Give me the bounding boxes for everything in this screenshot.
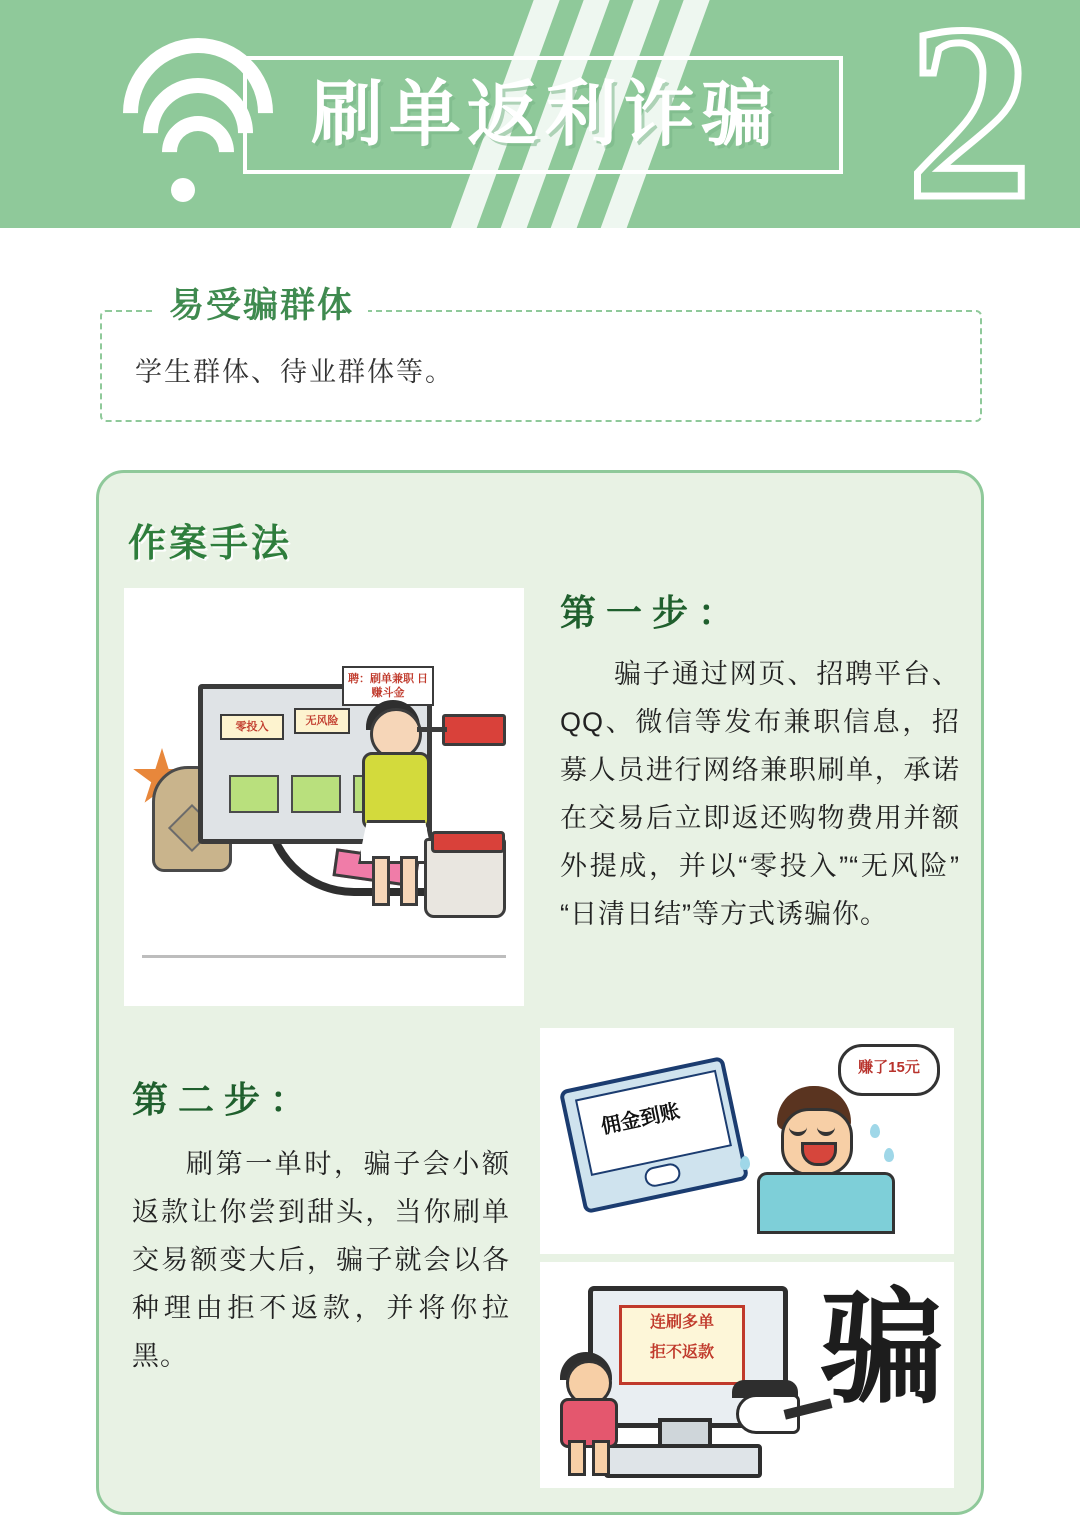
victim-figure (552, 1360, 622, 1472)
step-1-heading: 第一步： (560, 592, 745, 633)
board-cell (229, 775, 279, 813)
speech-bubble: 赚了15元 (838, 1044, 940, 1096)
header-badge-number: 2 (907, 0, 1032, 228)
poster-text: 聘：刷单兼职 日赚斗金 (342, 666, 434, 706)
sweat-drop (884, 1148, 894, 1162)
poster-painting-illustration (124, 588, 524, 1006)
step-2-heading: 第二步： (132, 1079, 317, 1120)
method-heading: 作案手法 (128, 523, 293, 565)
paint-roller-icon (442, 714, 506, 746)
scam-character: 骗 (819, 1281, 944, 1418)
phone-screen-text: 佣金到账 (599, 1100, 682, 1139)
page-header (0, 0, 1080, 228)
step-2-body: 刷第一单时，骗子会小额返款让你尝到甜头，当你刷单交易额变大后，骗子就会以各种理由拒不返款，并将你拉黑。 (132, 1149, 510, 1371)
victims-text: 学生群体、待业群体等。 (135, 357, 454, 387)
victims-heading: 易受骗群体 (155, 278, 368, 328)
happy-man-figure (755, 1086, 895, 1236)
sweat-drop (740, 1156, 750, 1170)
paint-bucket-icon (424, 838, 506, 918)
refuse-refund-illustration (540, 1262, 954, 1488)
phone-icon (559, 1056, 750, 1214)
board-label-no-risk: 无风险 (294, 708, 350, 734)
board-cell (291, 775, 341, 813)
monitor-text-line-2: 拒不返款 (649, 1344, 714, 1361)
wifi-icon (108, 52, 258, 202)
board-label-zero-invest: 零投入 (220, 714, 284, 740)
monitor-text-line-1: 连刷多单 (649, 1314, 714, 1331)
commission-received-illustration (540, 1028, 954, 1254)
sweat-drop (870, 1124, 880, 1138)
step-1-body: 骗子通过网页、招聘平台、QQ、微信等发布兼职信息，招募人员进行网络兼职刷单，承诺在交易后立即返还购物费用并额外提成，并以“零投入”“无风险”“日清日结”等方式诱骗你。 (560, 659, 960, 929)
thief-figure (736, 1380, 826, 1450)
ground-line (142, 955, 506, 958)
page-title: 刷单返利诈骗 (310, 75, 779, 155)
